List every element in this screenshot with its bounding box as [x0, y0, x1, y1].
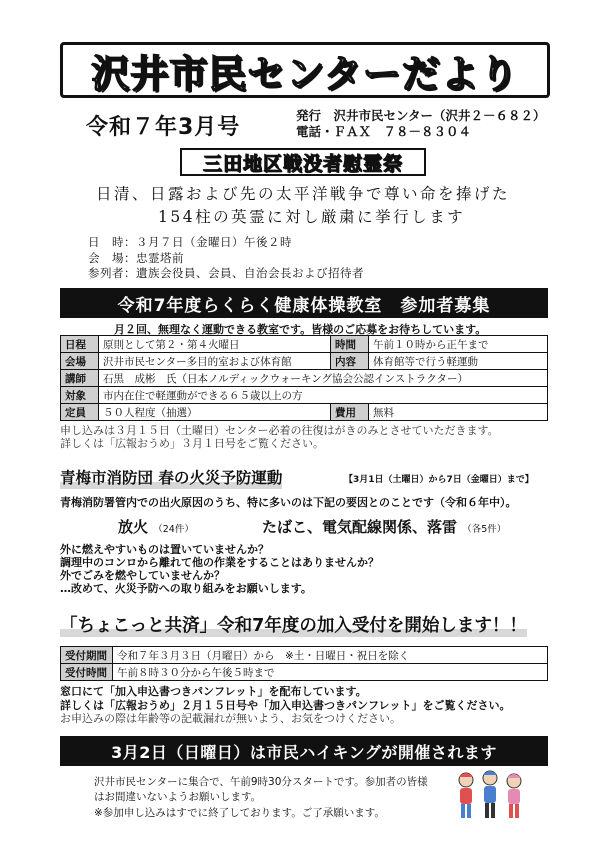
- fire-question-1: 外に燃えやすいものは置いていませんか？: [60, 543, 269, 556]
- cause-arson-label: 放火: [118, 518, 149, 536]
- hiking-banner: 3月2日（日曜日）は市民ハイキングが開催されます: [60, 736, 548, 766]
- contact-line: 電話・ＦＡＸ ７８－８３０４: [296, 124, 472, 139]
- instructor-label: 講師: [61, 370, 99, 387]
- exercise-note-1: 申し込みは３月１５日（土曜日）センター必着の往復はがきのみとさせていただきます。: [60, 424, 499, 437]
- fire-intro: 青梅消防署管内での出火原因のうち、特に多いのは下記の要因とのことです（令和６年中）。: [60, 496, 517, 509]
- memorial-title: 三田地区戦没者慰霊祭: [180, 148, 426, 176]
- fire-closing: …改めて、火災予防への取り組みをお願いします。: [60, 582, 312, 595]
- cause-other: [262, 516, 506, 537]
- fire-question-2: 調理中のコンロから離れて他の作業をすることはありませんか？: [60, 556, 379, 569]
- kyosai-line-1: 窓口にて「加入申込書つきパンフレット」を配布しています。: [60, 685, 367, 698]
- publisher-line: 発行 沢井市民センター（沢井２－６８２）: [296, 108, 546, 123]
- hours-label: 受付時間: [61, 664, 113, 681]
- memorial-date: 日 時：３月７日（金曜日）午後２時: [88, 235, 292, 249]
- table-row: [61, 664, 548, 681]
- table-row: [61, 353, 548, 370]
- table-row: [61, 647, 548, 664]
- capacity-value: ５０人程度（抽選）: [99, 404, 331, 421]
- time-label: 時間: [331, 336, 369, 353]
- hours-value: 午前８時３０分から午後５時まで: [113, 664, 548, 681]
- exercise-subtitle: 月２回、無理なく運動できる教室です。皆様のご応募をお待ちしています。: [114, 323, 487, 336]
- fire-title: [60, 466, 282, 488]
- hiking-line-3: ※参加申し込みはすでに終了しております。ご了承願います。: [94, 807, 385, 819]
- table-row: [61, 336, 548, 353]
- table-row: [61, 387, 548, 404]
- memorial-attendees: 参列者：遺族会役員、会員、自治会長および招待者: [88, 266, 364, 280]
- content-label: 内容: [331, 353, 369, 370]
- capacity-label: 定員: [61, 404, 99, 421]
- exercise-table: [60, 335, 548, 421]
- time-value: 午前１０時から正午まで: [369, 336, 548, 353]
- hiker-icon: [483, 771, 497, 818]
- date-value: 原則として第２・第４火曜日: [99, 336, 331, 353]
- period-label: 受付期間: [61, 647, 113, 664]
- fee-label: 費用: [331, 404, 369, 421]
- venue-label: 会場: [61, 353, 99, 370]
- cause-arson-count: （24件）: [153, 524, 194, 535]
- period-value: 令和７年３月３日（月曜日）から ※土・日曜日・祝日を除く: [113, 647, 548, 664]
- instructor-value: 石黒 成彬 氏（日本ノルディックウォーキング協会公認インストラクター）: [99, 370, 548, 387]
- publisher-info: [296, 108, 546, 140]
- kyosai-line-3: お申込みの際は年齢等の記載漏れが無いよう、お気をつけください。: [60, 712, 401, 725]
- cause-other-label: たばこ、電気配線関係、落雷: [262, 518, 458, 536]
- fire-question-3: 外でごみを燃やしていませんか？: [60, 569, 225, 582]
- memorial-venue: 会 場：忠霊塔前: [88, 251, 184, 265]
- cause-arson: [118, 516, 194, 537]
- hikers-illustration: [452, 768, 532, 826]
- issue-number: 令和７年3月号: [86, 115, 241, 140]
- venue-value: 沢井市民センター多目的室および体育館: [99, 353, 331, 370]
- cause-other-count: （各5件）: [462, 524, 507, 535]
- hiker-icon: [459, 773, 473, 818]
- exercise-note-2: 詳しくは「広報おうめ」３月１日号をご覧ください。: [60, 437, 324, 450]
- table-row: [61, 404, 548, 421]
- fire-period: 【3月1日（土曜日）から7日（金曜日）まで】: [344, 475, 534, 485]
- kyosai-title-text: 「ちょこっと共済」令和7年度の加入受付を開始します！！: [60, 616, 527, 636]
- memorial-line-2: 154柱の英霊に対し厳粛に挙行します: [158, 208, 466, 226]
- memorial-line-1: 日清、日露および先の太平洋戦争で尊い命を捧げた: [96, 185, 511, 203]
- hiking-line-2: はお間違いないようお願いします。: [94, 791, 262, 803]
- kyosai-table: [60, 646, 548, 681]
- fee-value: 無料: [369, 404, 548, 421]
- content-value: 体育館等で行う軽運動: [369, 353, 548, 370]
- table-row: [61, 370, 548, 387]
- newsletter-title-box: [60, 42, 550, 98]
- target-value: 市内在住で軽運動ができる６５歳以上の方: [99, 387, 548, 404]
- hiking-line-1: 沢井市民センターに集合で、午前9時30分スタートです。参加者の皆様: [94, 776, 428, 788]
- hiker-icon: [507, 774, 521, 818]
- kyosai-title: [60, 612, 527, 637]
- exercise-banner: 令和7年度らくらく健康体操教室 参加者募集: [60, 288, 548, 318]
- newsletter-title: 沢井市民センターだより: [91, 51, 519, 96]
- target-label: 対象: [61, 387, 99, 404]
- kyosai-line-2: 詳しくは「広報おうめ」２月１５日号や「加入申込書つきパンフレット」をご覧ください。: [60, 699, 511, 712]
- fire-title-text: 青梅市消防団 春の火災予防運動: [60, 469, 283, 487]
- date-label: 日程: [61, 336, 99, 353]
